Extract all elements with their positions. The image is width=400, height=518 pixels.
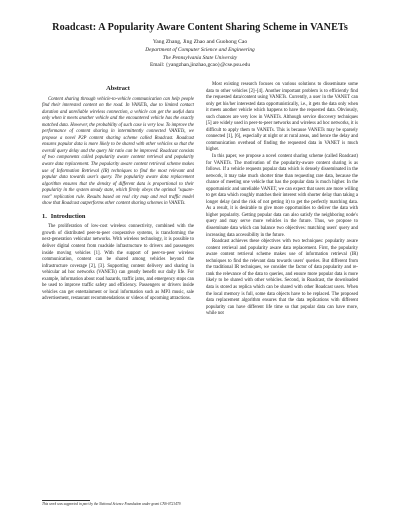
- paper-title: Roadcast: A Popularity Aware Content Sharing Scheme in VANETs: [52, 22, 348, 33]
- author-names: Yang Zhang, Jing Zhao and Guohong Cao: [152, 39, 248, 45]
- abstract-heading: Abstract: [106, 85, 130, 92]
- section-number: 1.: [42, 212, 47, 220]
- funding-footnote: This work was supported in part by the National Science Foundation under grant CNS-0721479.: [42, 502, 182, 506]
- section-title: Introduction: [50, 212, 86, 220]
- abstract-text: Content sharing through vehicle-to-vehicle communication can help people find their interested content on the road. In VANETs, due to limited contact duration and unreliable wireless connection, a vehicle can get the useful data only when it meets another vehicle and the encountered vehicle has the exactly matched data. However, the probability of such case is very low. To improve the performance of content sharing in intermittently connected VANETs, we propose a novel P2P content sharing scheme called Roadcast. Roadcast ensures popular data is more likely to be shared with other vehicles so that the overall query delay and the query hit ratio can be improved. Roadcast consists of two components called popularity aware content retrieval and popularity aware data replacement. The popularity aware content retrieval scheme makes use of Information Retrieval (IR) techniques to find the most relevant and popular data towards user's query. The popularity aware data replacement algorithm ensures that the density of different data is proportional to their popularity in the system steady state, which firmly obeys the optimal "square-root" replication rule. Results based on real city map and real traffic model show that Roadcast outperforms other content sharing schemes in VANETs.: [42, 96, 194, 207]
- intro-paragraph-1: The proliferation of low-cost wireless connectivity, combined with the growth of distributed peer-to-peer cooperative systems, is transforming the next-generation vehicular networks. With wireless technology, it is possible to deliver digital content from roadside infrastructure to drivers and passengers inside moving vehicles [1]. With the support of peer-to-peer wireless communication, content can be shared among vehicles beyond the infrastructure coverage [2], [3]. Supporting content delivery and sharing in vehicular ad hoc networks (VANETs) can greatly benefit our daily life. For example, information about road hazards, traffic jams, and emergency stops can be used to improve traffic safety and efficiency. Passengers or drivers inside vehicles can get entertainment or local information such as MP3 music, sale advertisement, restaurant recommendations or videos of upcoming attractions.: [42, 224, 194, 302]
- author-block: [0, 39, 400, 70]
- body-paragraph-1: Most existing research focuses on various solutions to disseminate some data to other vehicles [2]–[4]. Another important problem is to efficiently find the requested data/content using VANETs. Currently, a user in the VANET can only get his/her interested data opportunistically, i.e., it gets the data only when it meets another vehicle which happens to have the requested data. Obviously, such chances are very low in VANETs. Although service discovery techniques [5] are widely used in peer-to-peer networks and wireless ad hoc networks, it is difficult to apply them to VANETs. This is because VANETs may be sparsely connected [1], [6], especially at night or at rural areas, and hence the delay and communication overhead of finding the requested data in VANET is much higher.: [206, 82, 358, 153]
- left-column: [42, 86, 194, 303]
- section-heading-introduction: [42, 214, 194, 221]
- email: Email: {yangzhan,jinzhao,gcao}@cse.psu.edu: [149, 62, 251, 69]
- right-column: [206, 82, 358, 318]
- body-paragraph-2: In this paper, we propose a novel content sharing scheme (called Roadcast) for VANETs. The motivation of the popularity-aware content sharing is as follows. If a vehicle requests popular data which is densely disseminated in the network, it may take much shorter time than requesting rare data, because the chance of meeting one vehicle that has the popular data is much higher. In the opportunistic and unreliable VANET, we can expect that users are more willing to get data which roughly matches their interest with shorter delay than taking a longer delay (and the risk of not getting it) to get the perfectly matching data. As a result, it is desirable to give more opportunities to deliver the data with higher popularity. Getting popular data can also satisfy the neighboring node's query and may serve more vehicles in the future. Thus, we propose to disseminate data which can balance two objectives: matching users' query and increasing data accessibility in the future.: [206, 154, 358, 238]
- university: The Pennsylvania State University: [162, 54, 238, 61]
- footnote-rule: [42, 500, 90, 501]
- body-paragraph-3: Roadcast achieves these objectives with two techniques: popularity aware content retrieval and popularity aware data replacement. First, the popularity aware content retrieval scheme makes use of information retrieval (IR) techniques to find the relevant data towards users' queries. But different from the traditional IR techniques, we consider the factor of data popularity and re-rank the relevance of the data to queries, and ensure more popular data is more likely to be shared with other vehicles. Second, in Roadcast, the downloaded data is stored as replica which can be shared with other Roadcast users. When the local memory is full, some data objects have to be replaced. The proposed data replacement algorithm ensures that the data replications with different popularity can have different life time so that popular data can have more, while not: [206, 239, 358, 317]
- department: Department of Computer Science and Engineering: [145, 46, 255, 53]
